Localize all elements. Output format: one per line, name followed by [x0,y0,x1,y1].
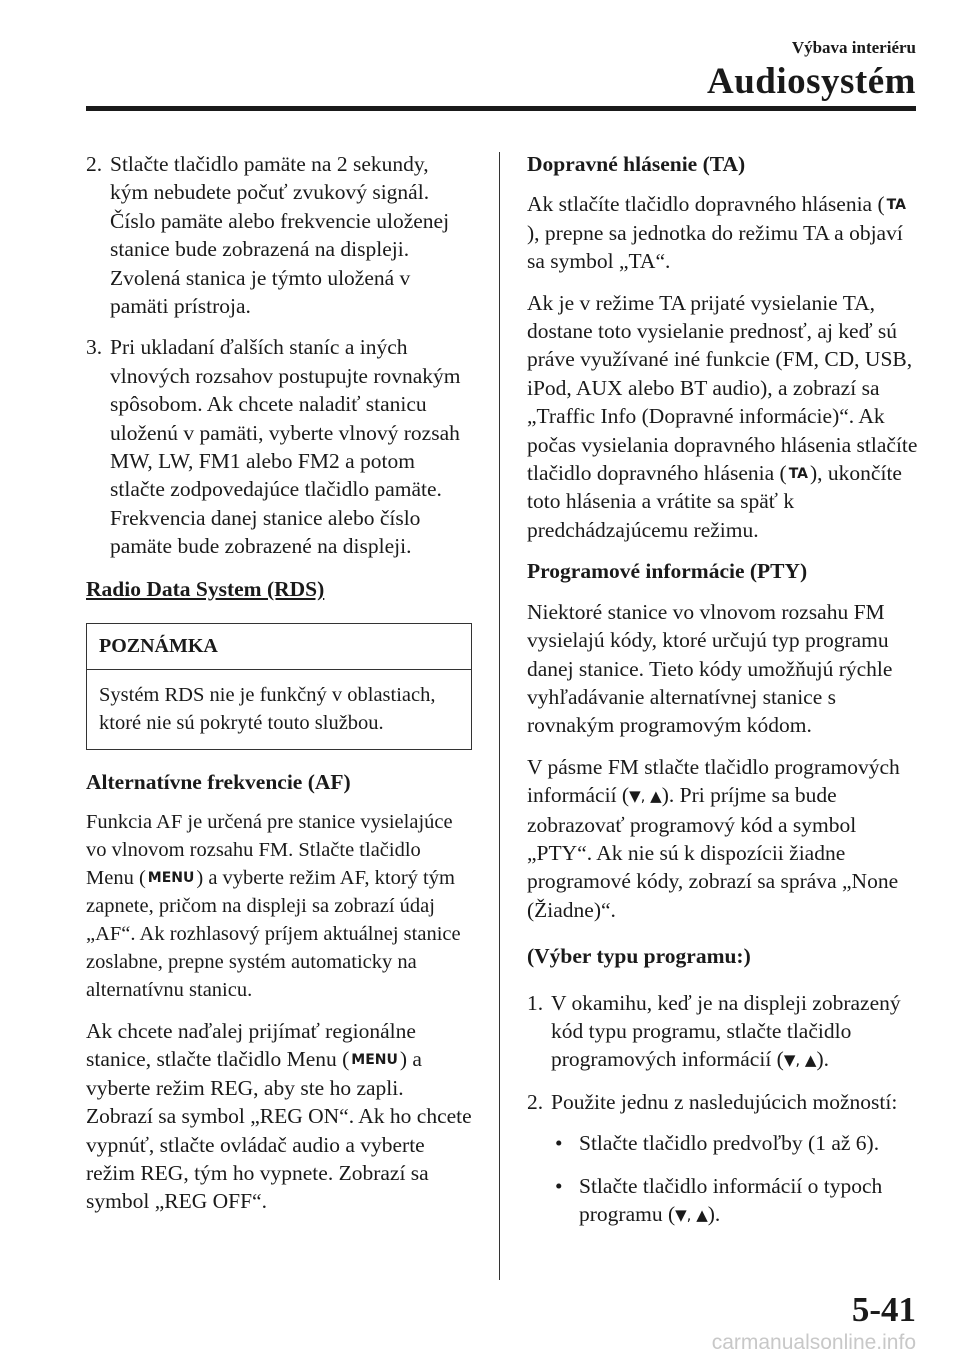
step-number: 1. [527,990,544,1015]
note-body: Systém RDS nie je funkčný v oblastiach, ktoré nie sú pokryté touto službou. [99,683,436,734]
down-up-arrow-icon: ▼, ▲ [629,787,662,806]
bullet-text: Stlačte tlačidlo predvoľby (1 až 6). [579,1131,880,1156]
program-select-heading: (Výber typu programu:) [527,944,751,969]
section-label: Výbava interiéru [791,38,916,57]
pty-heading: Programové informácie (PTY) [527,559,808,584]
note-box [86,623,472,749]
pty-paragraph-1: Niektoré stanice vo vlnovom rozsahu FM vysielajú kódy, ktoré určujú typ programu danej stanice. Tieto kódy umožňujú rýchle vyhľadávanie alternatívnej stanice s rovnakým programovým kódom. [527,599,893,738]
step-3-memory [86,333,472,560]
step-text: Použite jednu z nasledujúcich možností: [551,1089,898,1114]
step-text: V okamihu, keď je na displeji zobrazený kód typu programu, stlačte tlačidlo programových informácií (▼, ▲). [551,990,901,1072]
af-paragraph: Funkcia AF je určená pre stanice vysielajúce vo vlnovom rozsahu FM. Stlačte tlačidlo Menu ( MENU) a vyberte režim AF, ktorý tým zapnete, pričom na displeji sa zobrazí údaj „AF“. Ak rozhlasový príjem aktuálnej stanice zoslabne, prepne systém automaticky na alternatívnu stanicu. [86,810,461,1001]
step-number: 2. [527,1089,544,1114]
page-number: 5-41 [851,1290,916,1329]
step-number: 2. [86,152,103,176]
step-1-pty [527,989,919,1075]
rds-heading: Radio Data System (RDS) [86,576,325,601]
step-text: Stlačte tlačidlo pamäte na 2 sekundy, kým nebudete počuť zvukový signál. Číslo pamäte alebo frekvencie uloženej stanice bude zobrazená na displeji. Zvolená stanica je týmto uložená v pamäti prístroja. [110,152,450,319]
left-column [86,150,472,1229]
step-2-memory [86,150,472,320]
ta-paragraph-1: Ak stlačíte tlačidlo dopravného hlásenia ( TA), prepne sa jednotka do režimu TA a objaví sa symbol „TA“. [527,192,906,274]
af-heading: Alternatívne frekvencie (AF) [86,769,351,794]
down-up-arrow-icon: ▼, ▲ [783,1051,817,1070]
down-up-arrow-icon: ▼, ▲ [675,1206,708,1224]
menu-button-icon: MENU [351,1052,398,1069]
reg-paragraph: Ak chcete naďalej prijímať regionálne stanice, stlačte tlačidlo Menu ( MENU) a vyberte režim REG, aby ste ho zapli. Zobrazí sa symbol „REG ON“. Ak ho chcete vypnúť, stlačte ovládač audio a vyberte režim REG, tým ho vypnete. Zobrazí sa symbol „REG OFF“. [86,1018,472,1214]
header-rule [86,106,916,111]
column-divider [499,152,500,1280]
bullet-icon: • [555,1173,563,1198]
step-number: 3. [86,335,103,360]
bullet-item [527,1172,919,1230]
pty-paragraph-2: V pásme FM stlačte tlačidlo programových informácií (▼, ▲). Pri príjme sa bude zobrazovať programový kód a symbol „PTY“. Ak nie sú k dispozícii žiadne programové kódy, zobrazí sa správa „None (Žiadne)“. [527,754,900,922]
ta-paragraph-2: Ak je v režime TA prijaté vysielanie TA, dostane toto vysielanie prednosť, aj keď sú práve využívané iné funkcie (FM, CD, USB, iPod, AUX alebo BT audio), a zobrazí sa „Traffic Info (Dopravné informácie)“. Ak počas vysielania dopravného hlásenia stlačíte tlačidlo dopravného hlásenia ( TA), ukončíte toto hlásenia a vrátite sa späť k predchádzajúcemu režimu. [527,290,918,542]
page-title: Audiosystém [706,61,916,102]
bullet-item [527,1129,919,1157]
step-text: Pri ukladaní ďalších staníc a iných vlnových rozsahov postupujte rovnakým spôsobom. Ak chcete naladiť stanicu uloženú v pamäti, vyberte vlnový rozsah MW, LW, FM1 alebo FM2 a potom stlačte zodpovedajúce tlačidlo pamäte. Frekvencia danej stanice alebo číslo pamäte bude zobrazené na displeji. [110,335,461,559]
step-2-pty [527,1088,919,1116]
ta-heading: Dopravné hlásenie (TA) [527,152,746,176]
bullet-icon: • [555,1131,563,1156]
ta-button-icon: TA [886,197,906,214]
watermark: carmanualsonline.info [711,1331,916,1354]
menu-button-icon: MENU [147,869,195,886]
right-column [527,150,919,1243]
note-title: POZNÁMKA [87,624,471,669]
ta-button-icon: TA [788,466,809,483]
bullet-text: Stlačte tlačidlo informácií o typoch programu (▼, ▲). [579,1173,883,1226]
